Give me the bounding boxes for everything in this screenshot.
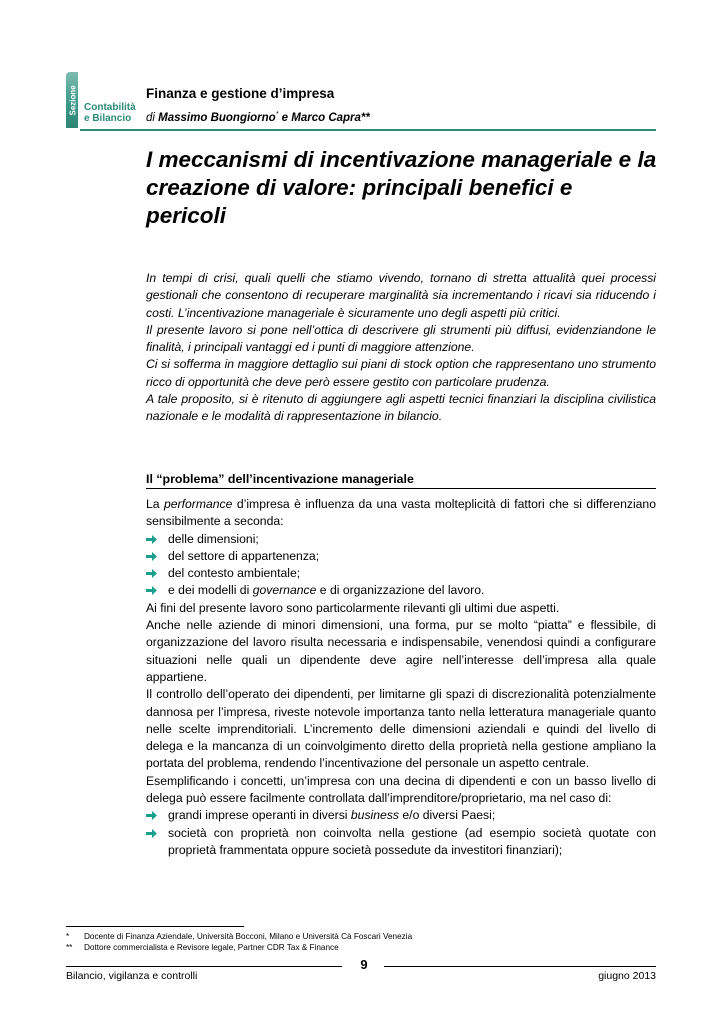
abstract-paragraph: In tempi di crisi, quali quelli che stiamo vivendo, tornano di stretta attualità quei processi gestionali che consentono di recuperare marginalità sia incrementando i ricavi sia riducendo i costi. L’incentivazione manageriale è sicuramente uno degli aspetti più critici.: [146, 271, 656, 320]
text-emphasis: governance: [252, 583, 317, 598]
list-item-text: delle dimensioni;: [168, 531, 259, 546]
footnote: [66, 931, 666, 942]
footnote-mark: **: [66, 943, 73, 952]
author-1: Massimo Buongiorno: [158, 111, 276, 124]
abstract-paragraph: Ci si sofferma in maggiore dettaglio sui piani di stock option che rappresentano uno strumento ricco di opportunità che deve però essere gestito con particolare prudenza.: [146, 357, 656, 389]
author-1-mark: *: [275, 111, 279, 118]
footer-publication: Bilancio, vigilanza e controlli: [66, 970, 198, 982]
list-item-text: società con proprietà non coinvolta nella gestione (ad esempio società quotate con proprietà frammentata oppure società possedute da investitori finanziari);: [168, 825, 656, 857]
text-emphasis: business: [350, 808, 400, 823]
text-run: La: [146, 497, 164, 511]
text-run: e di organizzazione del lavoro.: [316, 583, 485, 598]
rubric-title: Finanza e gestione d’impresa: [146, 86, 335, 101]
abstract: [146, 270, 656, 426]
bullet-list-1: [146, 531, 656, 600]
footnote-text: Dottore commercialista e Revisore legale, Partner CDR Tax & Finance: [84, 943, 339, 952]
list-item: [146, 582, 656, 599]
arrow-right-icon: [146, 535, 157, 544]
arrow-right-icon: [146, 811, 157, 820]
list-item: [146, 548, 656, 565]
body-paragraph-1: [146, 496, 656, 531]
section-name-line1: Contabilità: [84, 102, 136, 113]
list-item-text: del settore di appartenenza;: [168, 548, 320, 563]
body-paragraph-4: Il controllo dell’operato dei dipendenti, per limitarne gli spazi di discrezionalità potenzialmente dannosa per l’impresa, riveste notevole importanza tanto nella letteratura manageriale quanto nelle scelte imprenditoriali. L’incremento delle dimensioni aziendali e quindi del livello di delega e la mancanza di un coinvolgimento diretto della proprietà nella gestione ampliano la portata del problema, rendendo l’incentivazione del personale un aspetto centrale.: [146, 687, 656, 771]
list-item: [146, 565, 656, 582]
abstract-paragraph: A tale proposito, si è ritenuto di aggiungere agli aspetti tecnici finanziari la disciplina civilistica nazionale e le modalità di rappresentazione in bilancio.: [146, 392, 656, 424]
list-item: [146, 825, 656, 860]
arrow-right-icon: [146, 569, 157, 578]
footnote: [66, 942, 666, 953]
list-item: [146, 807, 656, 824]
text-run: e/o diversi Paesi;: [399, 808, 496, 823]
footnote-text: Docente di Finanza Aziendale, Università Bocconi, Milano e Università Cà Foscari Venezia: [84, 932, 413, 941]
body-paragraph-3: Anche nelle aziende di minori dimensioni, una forma, pur se molto “piatta” e flessibile, di organizzazione del lavoro risulta necessaria e indispensabile, venendosi quindi a configurare situazioni nelle quali un dipendente deve agire nell’interesse dell’impresa alla quale appartiene.: [146, 618, 656, 684]
section-name-line2: e Bilancio: [84, 113, 132, 124]
text-run: e dei modelli di: [168, 583, 253, 598]
text-run: d’impresa è influenza da una vasta molteplicità di fattori che si differenziano sensibilmente a seconda:: [146, 497, 656, 529]
article-body: [146, 496, 656, 859]
bullet-list-2: [146, 807, 656, 859]
footnote-divider: [66, 926, 244, 927]
list-item-text: del contesto ambientale;: [168, 566, 301, 581]
body-paragraph-2: Ai fini del presente lavoro sono particolarmente rilevanti gli ultimi due aspetti.: [146, 600, 560, 615]
section-name: [84, 102, 136, 124]
page-number: 9: [360, 957, 368, 972]
arrow-right-icon: [146, 829, 157, 838]
abstract-paragraph: Il presente lavoro si pone nell’ottica di descrivere gli strumenti più diffusi, evidenziandone le finalità, i principali vantaggi ed i punti di maggiore attenzione.: [146, 322, 656, 355]
header-divider: [80, 129, 656, 131]
section-heading: Il “problema” dell’incentivazione manageriale: [146, 472, 656, 489]
arrow-right-icon: [146, 552, 157, 561]
section-tab-label: Sezione: [68, 85, 78, 116]
list-item: [146, 531, 656, 548]
arrow-right-icon: [146, 586, 157, 595]
footer-rule-left: [66, 966, 342, 967]
authors-line: [146, 111, 370, 124]
footnote-mark: *: [66, 932, 70, 941]
footnotes: [66, 931, 666, 953]
authors-join: e: [281, 111, 289, 124]
text-emphasis: performance: [164, 497, 233, 511]
article-title: I meccanismi di incentivazione manageriale e la creazione di valore: principali benefici e pericoli: [146, 147, 657, 228]
body-paragraph-5: Esemplificando i concetti, un’impresa con una decina di dipendenti e con un basso livello di delega può essere facilmente controllata dall’imprenditore/proprietario, ma nel caso di:: [146, 773, 656, 806]
footer-date: giugno 2013: [598, 970, 656, 982]
authors-prefix: di: [146, 111, 155, 124]
author-2: Marco Capra**: [291, 111, 370, 124]
footer-rule-right: [384, 966, 656, 967]
text-run: grandi imprese operanti in diversi: [168, 808, 351, 823]
